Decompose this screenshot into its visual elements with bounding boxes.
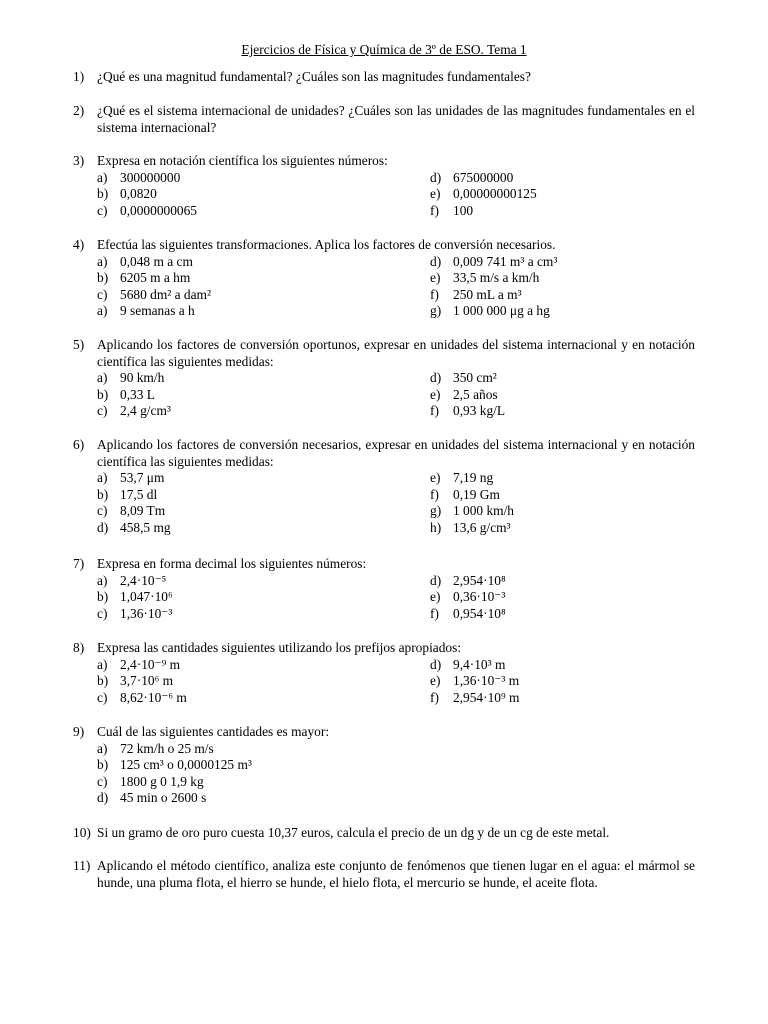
- item-label: b): [97, 757, 109, 772]
- list-item: [430, 403, 695, 420]
- item-text: 1 000 000 μg a hg: [453, 303, 550, 318]
- item-text: 13,6 g/cm³: [453, 519, 511, 535]
- item-text: 2,4 g/cm³: [120, 403, 171, 418]
- question-1: [73, 69, 695, 86]
- page-title: Ejercicios de Física y Química de 3º de ESO. Tema 1: [241, 42, 527, 57]
- item-text: 17,5 dl: [120, 486, 158, 502]
- question-4: [73, 237, 695, 320]
- item-text: 45 min o 2600 s: [120, 790, 207, 805]
- item-text: 1,36·10⁻³: [120, 605, 173, 621]
- question-9: [73, 724, 695, 807]
- question-number: 9): [73, 724, 85, 739]
- question-text: Si un gramo de oro puro cuesta 10,37 euros, calcula el precio de un dg y de un cg de este metal.: [97, 825, 610, 840]
- list-item: [430, 520, 695, 537]
- question-text: ¿Qué es una magnitud fundamental? ¿Cuáles son las magnitudes fundamentales?: [97, 69, 531, 84]
- list-item: [97, 403, 430, 420]
- item-label: g): [430, 503, 442, 518]
- item-text: 250 mL a m³: [453, 286, 522, 302]
- item-text: 1,047·10⁶: [120, 589, 173, 604]
- item-label: a): [97, 303, 108, 318]
- list-item: [97, 657, 430, 674]
- question-number: 8): [73, 640, 85, 655]
- question-number: 4): [73, 237, 85, 252]
- question-text: Efectúa las siguientes transformaciones. Aplica los factores de conversión necesarios.: [97, 237, 556, 252]
- item-label: a): [97, 470, 108, 485]
- item-label: f): [430, 286, 439, 302]
- list-item: [430, 657, 695, 674]
- item-label: d): [430, 656, 442, 672]
- item-text: 2,4·10⁻⁵: [120, 572, 167, 588]
- item-text: 5680 dm² a dam²: [120, 286, 211, 302]
- answer-grid: [97, 370, 695, 420]
- question-text: Aplicando los factores de conversión necesarios, expresar en unidades del sistema internacional y en notación científica las siguientes medidas:: [97, 437, 695, 469]
- item-label: d): [97, 790, 109, 805]
- list-item: [430, 673, 695, 690]
- list-item: [430, 287, 695, 304]
- list-item: [97, 774, 695, 791]
- list-item: [430, 573, 695, 590]
- question-number: 3): [73, 153, 85, 168]
- item-text: 1,36·10⁻³ m: [453, 673, 520, 688]
- item-text: 72 km/h o 25 m/s: [120, 740, 214, 756]
- answer-grid: [97, 573, 695, 623]
- question-text: Expresa en notación científica los siguientes números:: [97, 153, 388, 168]
- list-item: [430, 470, 695, 487]
- question-8: [73, 640, 695, 706]
- question-number: 1): [73, 69, 85, 84]
- question-number: 11): [73, 858, 91, 873]
- item-text: 8,09 Tm: [120, 503, 166, 518]
- item-label: f): [430, 605, 439, 621]
- answer-grid: [97, 254, 695, 320]
- item-label: b): [97, 386, 109, 402]
- item-text: 3,7·10⁶ m: [120, 673, 174, 688]
- list-item: [97, 370, 430, 387]
- question-7: [73, 556, 695, 622]
- item-label: g): [430, 303, 442, 318]
- item-text: 6205 m a hm: [120, 270, 191, 285]
- item-label: c): [97, 403, 108, 418]
- list-item: [97, 186, 430, 203]
- item-label: h): [430, 519, 442, 535]
- item-text: 53,7 μm: [120, 470, 165, 485]
- list-item: [430, 690, 695, 707]
- item-label: c): [97, 286, 108, 302]
- list-item: [430, 503, 695, 520]
- question-2: [73, 103, 695, 136]
- list-item: [430, 387, 695, 404]
- question-11: [73, 858, 695, 891]
- item-text: 0,048 m a cm: [120, 253, 193, 269]
- item-label: e): [430, 673, 441, 688]
- item-label: b): [97, 186, 109, 201]
- item-label: a): [97, 740, 108, 756]
- item-label: b): [97, 270, 109, 285]
- item-label: a): [97, 169, 108, 185]
- question-text: Cuál de las siguientes cantidades es mayor:: [97, 724, 330, 739]
- list-item: [97, 606, 430, 623]
- item-text: 0,00000000125: [453, 186, 537, 201]
- list-item: [97, 170, 430, 187]
- list-item: [97, 254, 430, 271]
- item-text: 458,5 mg: [120, 519, 171, 535]
- item-label: d): [430, 572, 442, 588]
- item-label: b): [97, 486, 109, 502]
- item-label: c): [97, 503, 108, 518]
- list-item: [97, 487, 430, 504]
- item-label: a): [97, 656, 108, 672]
- item-text: 2,5 años: [453, 386, 498, 402]
- question-6: [73, 437, 695, 536]
- item-text: 300000000: [120, 169, 181, 185]
- item-text: 0,36·10⁻³: [453, 589, 506, 604]
- question-number: 7): [73, 556, 85, 571]
- item-text: 0,0000000065: [120, 202, 197, 218]
- list-item: [97, 673, 430, 690]
- item-label: e): [430, 589, 441, 604]
- item-label: d): [430, 370, 442, 385]
- answer-list: [97, 741, 695, 807]
- item-text: 350 cm²: [453, 370, 497, 385]
- list-item: [430, 254, 695, 271]
- question-number: 5): [73, 337, 85, 352]
- list-item: [97, 203, 430, 220]
- list-item: [430, 303, 695, 320]
- item-label: e): [430, 386, 441, 402]
- list-item: [430, 589, 695, 606]
- item-label: f): [430, 202, 439, 218]
- item-text: 33,5 m/s a km/h: [453, 270, 540, 285]
- item-label: f): [430, 689, 439, 705]
- list-item: [430, 487, 695, 504]
- item-text: 7,19 ng: [453, 470, 494, 485]
- list-item: [97, 470, 430, 487]
- list-item: [97, 573, 430, 590]
- item-text: 8,62·10⁻⁶ m: [120, 689, 187, 705]
- list-item: [97, 387, 430, 404]
- item-label: a): [97, 253, 108, 269]
- item-text: 9 semanas a h: [120, 303, 195, 318]
- item-text: 9,4·10³ m: [453, 656, 506, 672]
- item-label: a): [97, 370, 108, 385]
- list-item: [97, 790, 695, 807]
- list-item: [430, 186, 695, 203]
- item-text: 100: [453, 202, 474, 218]
- question-text: ¿Qué es el sistema internacional de unidades? ¿Cuáles son las unidades de las magnitudes fundamentales en el sistema internacional?: [97, 103, 695, 135]
- item-text: 2,4·10⁻⁹ m: [120, 656, 181, 672]
- item-text: 90 km/h: [120, 370, 165, 385]
- list-item: [97, 520, 430, 537]
- item-text: 1800 g 0 1,9 kg: [120, 773, 204, 789]
- question-10: [73, 825, 695, 842]
- question-3: [73, 153, 695, 219]
- list-item: [97, 503, 430, 520]
- answer-grid: [97, 170, 695, 220]
- item-label: d): [97, 519, 109, 535]
- item-label: b): [97, 673, 109, 688]
- question-text: Expresa las cantidades siguientes utilizando los prefijos apropiados:: [97, 640, 462, 655]
- item-label: d): [430, 169, 442, 185]
- item-label: a): [97, 572, 108, 588]
- item-label: c): [97, 773, 108, 789]
- question-5: [73, 337, 695, 420]
- item-text: 0,93 kg/L: [453, 403, 506, 418]
- list-item: [97, 303, 430, 320]
- list-item: [97, 589, 430, 606]
- list-item: [97, 757, 695, 774]
- item-label: b): [97, 589, 109, 604]
- item-label: f): [430, 403, 439, 418]
- list-item: [97, 270, 430, 287]
- item-text: 2,954·10⁸: [453, 572, 506, 588]
- item-label: e): [430, 470, 441, 485]
- item-text: 0,009 741 m³ a cm³: [453, 253, 558, 269]
- item-label: e): [430, 270, 441, 285]
- question-number: 6): [73, 437, 85, 452]
- question-text: Expresa en forma decimal los siguientes números:: [97, 556, 367, 571]
- item-text: 125 cm³ o 0,0000125 m³: [120, 757, 252, 772]
- item-text: 0,954·10⁸: [453, 605, 506, 621]
- list-item: [430, 606, 695, 623]
- list-item: [430, 203, 695, 220]
- answer-grid: [97, 657, 695, 707]
- list-item: [97, 287, 430, 304]
- item-text: 1 000 km/h: [453, 503, 515, 518]
- list-item: [430, 170, 695, 187]
- item-label: f): [430, 486, 439, 502]
- list-item: [430, 270, 695, 287]
- answer-grid: [97, 470, 695, 536]
- question-text: Aplicando los factores de conversión oportunos, expresar en unidades del sistema internacional y en notación científica las siguientes medidas:: [97, 337, 695, 369]
- list-item: [97, 741, 695, 758]
- item-label: c): [97, 689, 108, 705]
- item-text: 0,19 Gm: [453, 486, 500, 502]
- item-label: c): [97, 605, 108, 621]
- item-label: d): [430, 253, 442, 269]
- item-text: 675000000: [453, 169, 514, 185]
- question-text: Aplicando el método científico, analiza este conjunto de fenómenos que tienen lugar en el agua: el mármol se hunde, una pluma flota, el hierro se hunde, el hielo flota, el mercurio se hunde, el aceite flota.: [97, 858, 695, 890]
- question-number: 2): [73, 103, 85, 118]
- item-label: e): [430, 186, 441, 201]
- item-label: c): [97, 202, 108, 218]
- item-text: 2,954·10⁹ m: [453, 689, 520, 705]
- list-item: [97, 690, 430, 707]
- item-text: 0,0820: [120, 186, 157, 201]
- item-text: 0,33 L: [120, 386, 155, 402]
- list-item: [430, 370, 695, 387]
- question-number: 10): [73, 825, 91, 840]
